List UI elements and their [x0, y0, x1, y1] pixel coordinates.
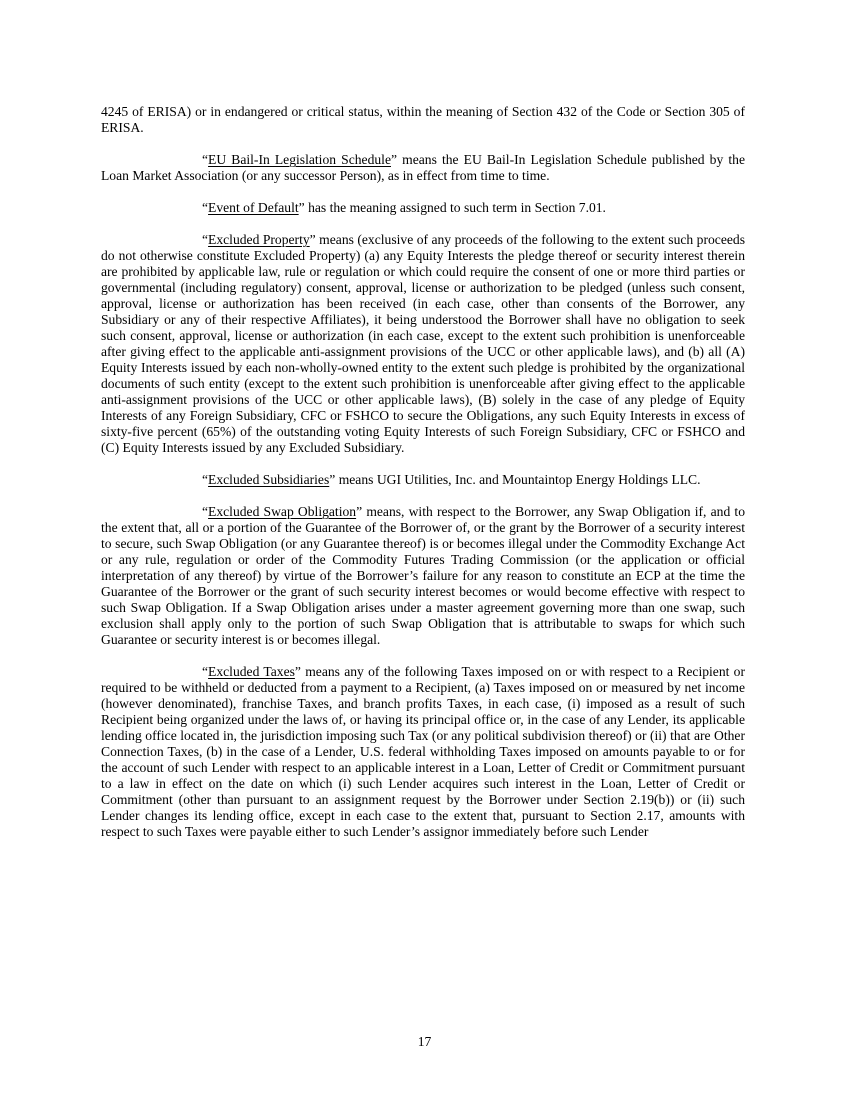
definition-excluded-property: “Excluded Property” means (exclusive of any proceeds of the following to the extent such proceeds do not otherwise constitute Excluded Property) (a) any Equity Interests the pledge thereof or security interest therein are prohibited by applicable law, rule or regulation or which could require the consent of one or more third parties or governmental (including regulatory) consent, approval, license or authorization to be pledged (unless such consent, approval, license or authorization has been received (in each case, other than consents of the Borrower, any Subsidiary or any of their respective Affiliates), it being understood the Borrower shall have no obligation to seek such consent, approval, license or authorization (in each case, except to the extent such prohibition is unenforceable after giving effect to the applicable anti-assignment provisions of the UCC or other applicable laws), and (b) all (A) Equity Interests issued by each non-wholly-owned entity to the extent such pledge is prohibited by the organizational documents of such entity (except to the extent such prohibition is unenforceable after giving effect to the applicable anti-assignment provisions of the UCC or other applicable laws), (B) solely in the case of any pledge of Equity Interests of any Foreign Subsidiary, CFC or FSHCO to secure the Obligations, any such Equity Interests in excess of sixty-five percent (65%) of the outstanding voting Equity Interests of such Foreign Subsidiary, CFC or FSHCO and (C) Equity Interests issued by any Excluded Subsidiary. — [101, 232, 745, 455]
definition-event-of-default: “Event of Default” has the meaning assigned to such term in Section 7.01. — [202, 200, 606, 215]
definition-excluded-taxes: “Excluded Taxes” means any of the following Taxes imposed on or with respect to a Recipient or required to be withheld or deducted from a payment to a Recipient, (a) Taxes imposed on or measured by net income (however denominated), franchise Taxes, and branch profits Taxes, in each case, (i) imposed as a result of such Recipient being organized under the laws of, or having its principal office or, in the case of any Lender, its applicable lending office located in, the jurisdiction imposing such Tax (or any political subdivision thereof) or (ii) that are Other Connection Taxes, (b) in the case of a Lender, U.S. federal withholding Taxes imposed on amounts payable to or for the account of such Lender with respect to an applicable interest in a Loan, Letter of Credit or Commitment pursuant to a law in effect on the date on which (i) such Lender acquires such interest in the Loan, Letter of Credit or Commitment (other than pursuant to an assignment request by the Borrower under Section 2.19(b)) or (ii) such Lender changes its lending office, except in each case to the extent that, pursuant to Section 2.17, amounts with respect to such Taxes were payable either to such Lender’s assignor immediately before such Lender — [101, 664, 745, 839]
defined-term: Excluded Swap Obligation — [208, 504, 357, 519]
page-content — [101, 104, 745, 856]
definition-body: means the EU Bail-In Legislation Schedule published by the Loan Market Association (or any successor Person), as in effect from time to time. — [101, 152, 745, 183]
definition-body: has the meaning assigned to such term in Section 7.01. — [304, 200, 606, 215]
defined-term: Excluded Subsidiaries — [208, 472, 330, 487]
definition-body: means any of the following Taxes imposed on or with respect to a Recipient or required to be withheld or deducted from a payment to a Recipient, (a) Taxes imposed on or measured by net income (however denominated), franchise Taxes, and branch profits Taxes, in each case, (i) imposed as a result of such Recipient being organized under the laws of, or having its principal office or, in the case of any Lender, its applicable lending office located in, the jurisdiction imposing such Tax (or any political subdivision thereof) or (ii) that are Other Connection Taxes, (b) in the case of a Lender, U.S. federal withholding Taxes imposed on amounts payable to or for the account of such Lender with respect to an applicable interest in a Loan, Letter of Credit or Commitment pursuant to a law in effect on the date on which (i) such Lender acquires such interest in the Loan, Letter of Credit or Commitment (other than pursuant to an assignment request by the Borrower under Section 2.19(b)) or (ii) such Lender changes its lending office, except in each case to the extent that, pursuant to Section 2.17, amounts with respect to such Taxes were payable either to such Lender’s assignor immediately before such Lender — [101, 664, 745, 839]
definition-excluded-subsidiaries: “Excluded Subsidiaries” means UGI Utilities, Inc. and Mountaintop Energy Holdings LLC. — [202, 472, 701, 487]
defined-term: EU Bail-In Legislation Schedule — [208, 152, 391, 167]
definition-body: means UGI Utilities, Inc. and Mountaintop Energy Holdings LLC. — [335, 472, 701, 487]
page-number: 17 — [417, 1034, 432, 1049]
definition-body: means, with respect to the Borrower, any Swap Obligation if, and to the extent that, all or a portion of the Guarantee of the Borrower of, or the grant by the Borrower of a security interest to secure, such Swap Obligation (or any Guarantee thereof) is or becomes illegal under the Commodity Exchange Act or any rule, regulation or order of the Commodity Futures Trading Commission (or the application or official interpretation of any thereof) by virtue of the Borrower’s failure for any reason to constitute an ECP at the time the Guarantee of the Borrower or the grant of such security interest becomes or would become effective with respect to such Swap Obligation. If a Swap Obligation arises under a master agreement governing more than one swap, such exclusion shall apply only to the portion of such Swap Obligation that is attributable to swaps for which such Guarantee or security interest is or becomes illegal. — [101, 504, 745, 647]
definition-eu-bail-in-legislation-schedule: “EU Bail-In Legislation Schedule” means the EU Bail-In Legislation Schedule published by the Loan Market Association (or any successor Person), as in effect from time to time. — [101, 152, 745, 183]
defined-term: Event of Default — [208, 200, 299, 215]
defined-term: Excluded Taxes — [208, 664, 295, 679]
definition-body: means (exclusive of any proceeds of the following to the extent such proceeds do not otherwise constitute Excluded Property) (a) any Equity Interests the pledge thereof or security interest therein are prohibited by applicable law, rule or regulation or which could require the consent of one or more third parties or governmental (including regulatory) consent, approval, license or authorization to be pledged (unless such consent, approval, license or authorization has been received (in each case, other than consents of the Borrower, any Subsidiary or any of their respective Affiliates), it being understood the Borrower shall have no obligation to seek such consent, approval, license or authorization (in each case, except to the extent such prohibition is unenforceable after giving effect to the applicable anti-assignment provisions of the UCC or other applicable laws), and (b) all (A) Equity Interests issued by each non-wholly-owned entity to the extent such pledge is prohibited by the organizational documents of such entity (except to the extent such prohibition is unenforceable after giving effect to the applicable anti-assignment provisions of the UCC or other applicable laws), (B) solely in the case of any pledge of Equity Interests of any Foreign Subsidiary, CFC or FSHCO to secure the Obligations, any such Equity Interests in excess of sixty-five percent (65%) of the outstanding voting Equity Interests of such Foreign Subsidiary, CFC or FSHCO and (C) Equity Interests issued by any Excluded Subsidiary. — [101, 232, 745, 455]
defined-term: Excluded Property — [208, 232, 310, 247]
continuation-paragraph: 4245 of ERISA) or in endangered or critical status, within the meaning of Section 432 of the Code or Section 305 of ERISA. — [101, 104, 745, 135]
definition-excluded-swap-obligation: “Excluded Swap Obligation” means, with respect to the Borrower, any Swap Obligation if, and to the extent that, all or a portion of the Guarantee of the Borrower of, or the grant by the Borrower of a security interest to secure, such Swap Obligation (or any Guarantee thereof) is or becomes illegal under the Commodity Exchange Act or any rule, regulation or order of the Commodity Futures Trading Commission (or the application or official interpretation of any thereof) by virtue of the Borrower’s failure for any reason to constitute an ECP at the time the Guarantee of the Borrower or the grant of such security interest becomes or would become effective with respect to such Swap Obligation. If a Swap Obligation arises under a master agreement governing more than one swap, such exclusion shall apply only to the portion of such Swap Obligation that is attributable to swaps for which such Guarantee or security interest is or becomes illegal. — [101, 504, 745, 647]
